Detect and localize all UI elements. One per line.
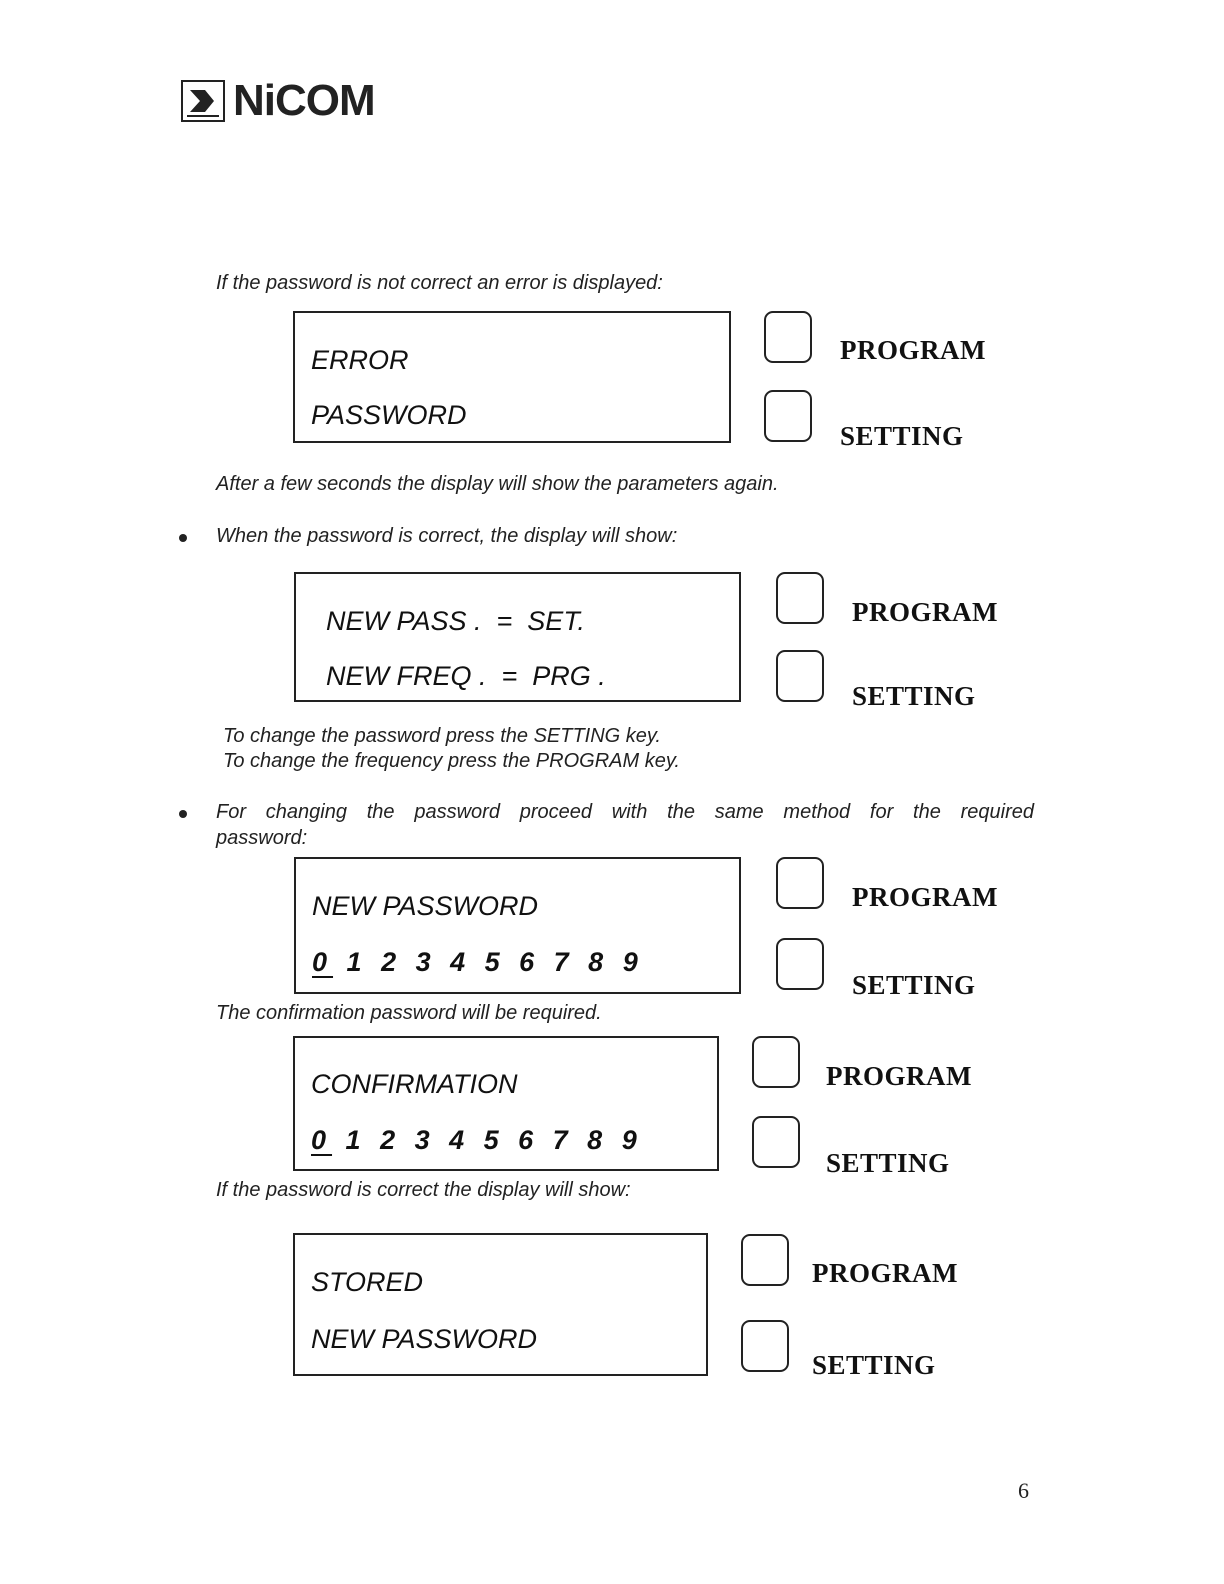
change-password-text: To change the password press the SETTING key.	[223, 725, 661, 747]
program-key[interactable]	[776, 857, 824, 909]
bullet-dot	[179, 534, 187, 542]
cursor-digit: 0	[311, 1125, 333, 1155]
remaining-digits: 1 2 3 4 5 6 7 8 9	[346, 947, 644, 977]
program-key-label: PROGRAM	[812, 1258, 958, 1288]
bullet-change-password-line1: For changing the password proceed with the same method for the required	[216, 801, 1034, 823]
nicom-logo-icon	[181, 80, 225, 122]
display-panel-new-password	[294, 857, 741, 994]
setting-key[interactable]	[752, 1116, 800, 1168]
setting-key[interactable]	[741, 1320, 789, 1372]
program-key[interactable]	[741, 1234, 789, 1286]
display-line-2: PASSWORD	[311, 400, 467, 430]
setting-key-label: SETTING	[852, 970, 976, 1000]
setting-key[interactable]	[764, 390, 812, 442]
display-line-1: STORED	[311, 1267, 424, 1297]
program-key-label: PROGRAM	[826, 1061, 972, 1091]
display-line-1: ERROR	[311, 345, 409, 375]
remaining-digits: 1 2 3 4 5 6 7 8 9	[345, 1125, 643, 1155]
program-key[interactable]	[752, 1036, 800, 1088]
setting-key[interactable]	[776, 650, 824, 702]
display-panel-stored	[293, 1233, 708, 1376]
change-frequency-text: To change the frequency press the PROGRAM key.	[223, 750, 680, 772]
program-key[interactable]	[776, 572, 824, 624]
setting-key-label: SETTING	[812, 1350, 936, 1380]
page-number: 6	[1018, 1478, 1029, 1503]
setting-key-label: SETTING	[852, 681, 976, 711]
display-digits	[311, 1125, 643, 1156]
display-panel-new-pass	[294, 572, 741, 702]
correct-show-text: If the password is correct the display will show:	[216, 1179, 631, 1201]
program-key-label: PROGRAM	[852, 882, 998, 912]
display-line-2: NEW PASSWORD	[311, 1324, 538, 1354]
intro-error-text: If the password is not correct an error is displayed:	[216, 272, 663, 294]
bullet-change-password-line2: password:	[216, 827, 308, 849]
display-line-1: NEW PASSWORD	[312, 891, 539, 921]
display-panel-confirmation	[293, 1036, 719, 1171]
nicom-logo	[181, 78, 375, 124]
after-error-text: After a few seconds the display will show the parameters again.	[216, 473, 779, 495]
setting-key[interactable]	[776, 938, 824, 990]
display-line-1: CONFIRMATION	[311, 1069, 518, 1099]
bullet-dot	[179, 810, 187, 818]
setting-key-label: SETTING	[826, 1148, 950, 1178]
confirmation-required-text: The confirmation password will be required.	[216, 1002, 602, 1024]
brand-name: NiCOM	[233, 76, 375, 125]
program-key-label: PROGRAM	[840, 335, 986, 365]
cursor-digit: 0	[312, 947, 334, 977]
display-digits	[312, 947, 644, 978]
program-key[interactable]	[764, 311, 812, 363]
display-panel-error	[293, 311, 731, 443]
display-line-1: NEW PASS . = SET.	[326, 606, 585, 636]
program-key-label: PROGRAM	[852, 597, 998, 627]
display-line-2: NEW FREQ . = PRG .	[326, 661, 606, 691]
setting-key-label: SETTING	[840, 421, 964, 451]
bullet-correct-text: When the password is correct, the display will show:	[216, 525, 678, 547]
